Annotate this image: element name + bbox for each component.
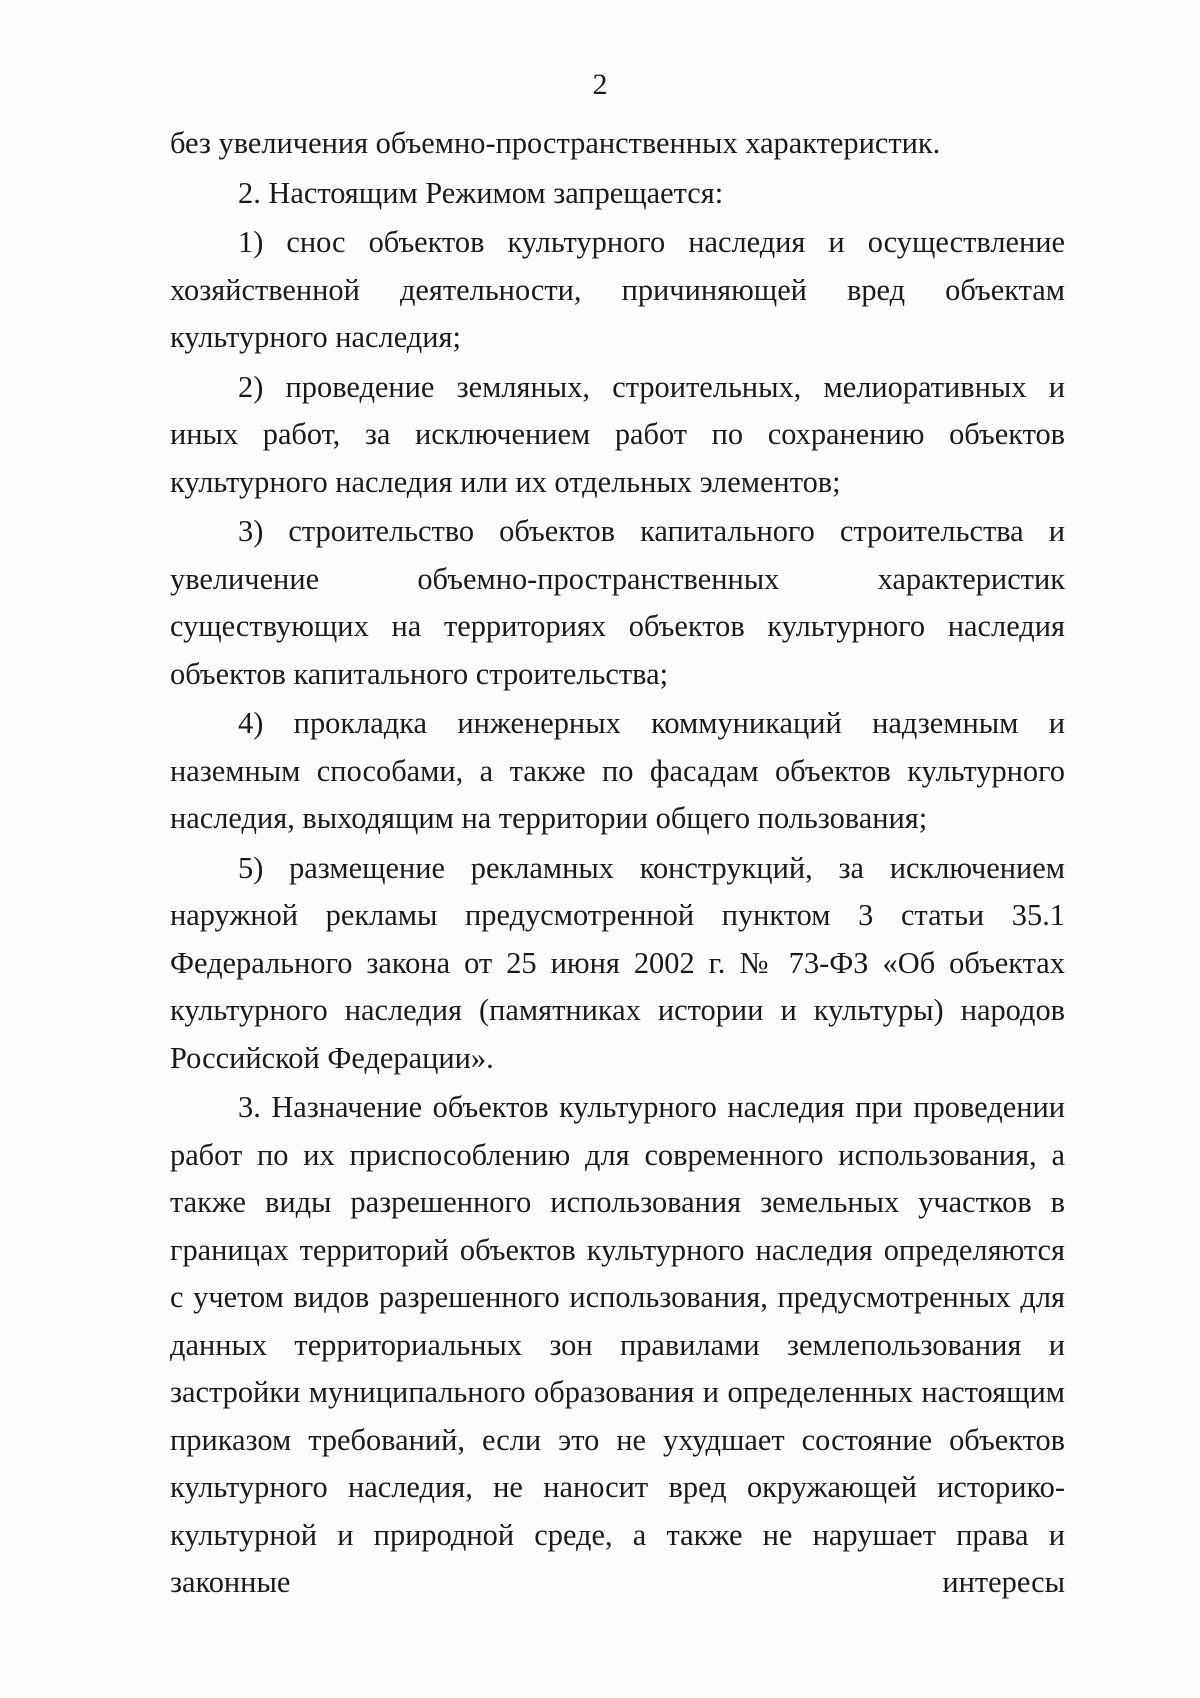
page-number: 2 [592,68,608,101]
paragraph-subitem-3: 3) строительство объектов капитального строительства и увеличение объемно-пространственных характеристик существующих на территориях объектов культурного наследия объектов капитального строительства; [170,514,1065,691]
paragraph-item-2: 2. Настоящим Режимом запрещается: [238,175,724,210]
paragraph-subitem-5: 5) размещение рекламных конструкций, за исключением наружной рекламы предусмотренной пунктом 3 статьи 35.1 Федерального закона от 25 июня 2002 г. № 73-ФЗ «Об объектах культурного наследия (памятниках истории и культуры) народов Российской Федерации». [170,850,1065,1075]
paragraph-subitem-2: 2) проведение земляных, строительных, мелиоративных и иных работ, за исключением работ по сохранению объектов культурного наследия или их отдельных элементов; [170,369,1065,499]
paragraph-continuation: без увеличения объемно-пространственных характеристик. [170,126,941,160]
document-body [170,120,1065,1607]
paragraph-subitem-4: 4) прокладка инженерных коммуникаций надземным и наземным способами, а также по фасадам объектов культурного наследия, выходящим на территории общего пользования; [170,706,1065,835]
paragraph-subitem-1: 1) снос объектов культурного наследия и осуществление хозяйственной деятельности, причиняющей вред объектам культурного наследия; [170,225,1065,354]
paragraph-item-3: 3. Назначение объектов культурного наследия при проведении работ по их приспособлению для современного использования, а также виды разрешенного использования земельных участков в границах территорий объектов культурного наследия определяются с учетом видов разрешенного использования, предусмотренных для данных территориальных зон правилами землепользования и застройки муниципального образования и определенных настоящим приказом требований, если это не ухудшает состояние объектов культурного наследия, не наносит вред окружающей историко-культурной и природной среде, а также не нарушает права и законные интересы [170,1090,1065,1599]
